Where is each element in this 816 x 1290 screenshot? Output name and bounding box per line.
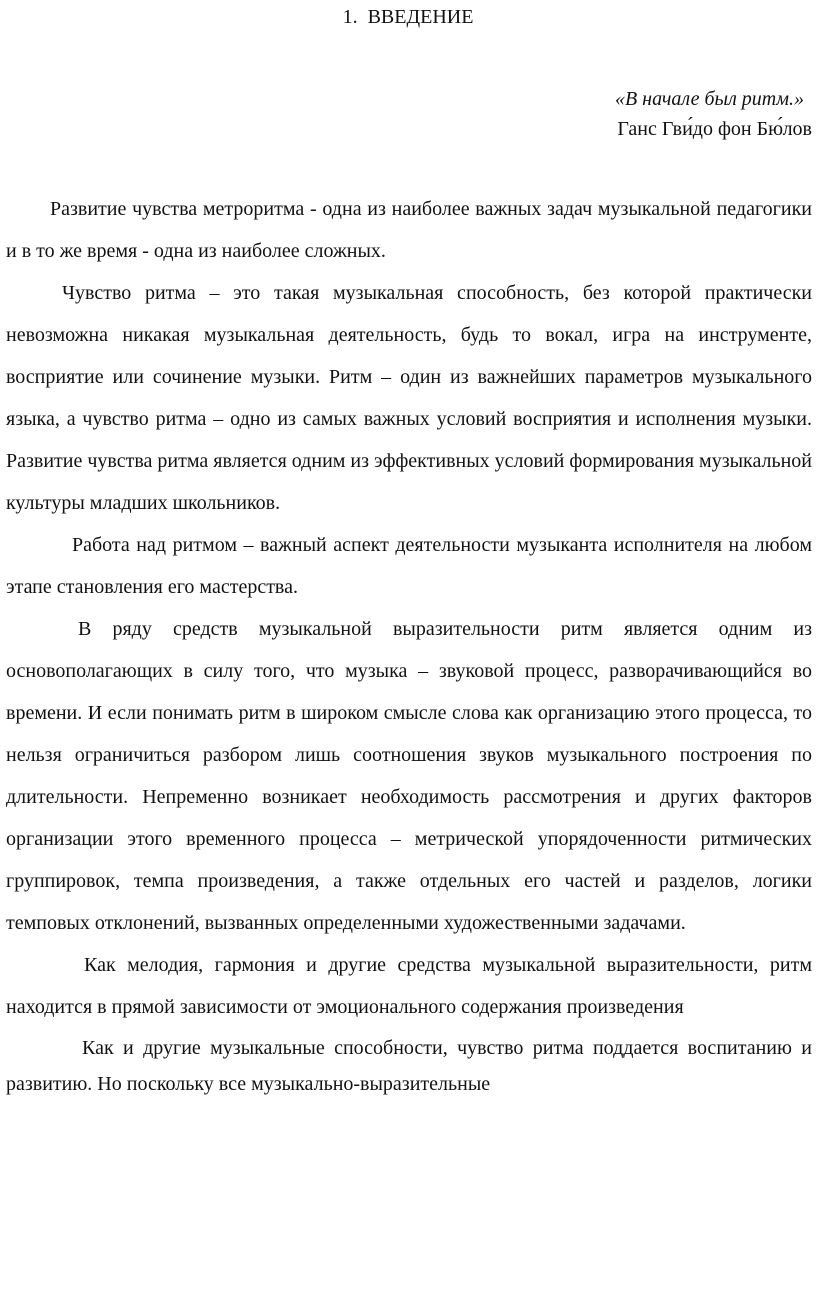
section-number: 1. (342, 6, 358, 28)
epigraph-author: Ганс Гви́до фон Бю́лов (617, 118, 812, 140)
paragraph-3: Работа над ритмом – важный аспект деятельности музыканта исполнителя на любом этапе становления его мастерства. (6, 534, 812, 598)
section-title: ВВЕДЕНИЕ (367, 6, 474, 28)
paragraph-2: Чувство ритма – это такая музыкальная способность, без которой практически невозможна никакая музыкальная деятельность, будь то вокал, игра на инструменте, восприятие или сочинение музыки. Ритм – один из важнейших параметров музыкального языка, а чувство ритма – одно из самых важных условий восприятия и исполнения музыки. Развитие чувства ритма является одним из эффективных условий формирования музыкальной культуры младших школьников. (6, 282, 813, 514)
paragraph-5: Как мелодия, гармония и другие средства музыкальной выразительности, ритм находится в прямой зависимости от эмоционального содержания произведения (6, 954, 812, 1018)
paragraph-1: Развитие чувства метроритма - одна из наиболее важных задач музыкальной педагогики и в то же время - одна из наиболее сложных. (6, 198, 812, 262)
epigraph (615, 84, 812, 144)
epigraph-quote: «В начале был ритм.» (614, 88, 804, 110)
paragraph-6: Как и другие музыкальные способности, чувство ритма поддается воспитанию и развитию. Но поскольку все музыкально-выразительные (6, 1037, 812, 1095)
document-body (6, 188, 812, 1102)
section-heading (0, 4, 816, 30)
paragraph-4: В ряду средств музыкальной выразительности ритм является одним из основополагающих в силу того, что музыка – звуковой процесс, разворачивающийся во времени. И если понимать ритм в широком смысле слова как организацию этого процесса, то нельзя ограничиться разбором лишь соотношения звуков музыкального построения по длительности. Непременно возникает необходимость рассмотрения и других факторов организации этого временного процесса – метрической упорядоченности ритмических группировок, темпа произведения, а также отдельных его частей и разделов, логики темповых отклонений, вызванных определенными художественными задачами. (6, 618, 812, 934)
